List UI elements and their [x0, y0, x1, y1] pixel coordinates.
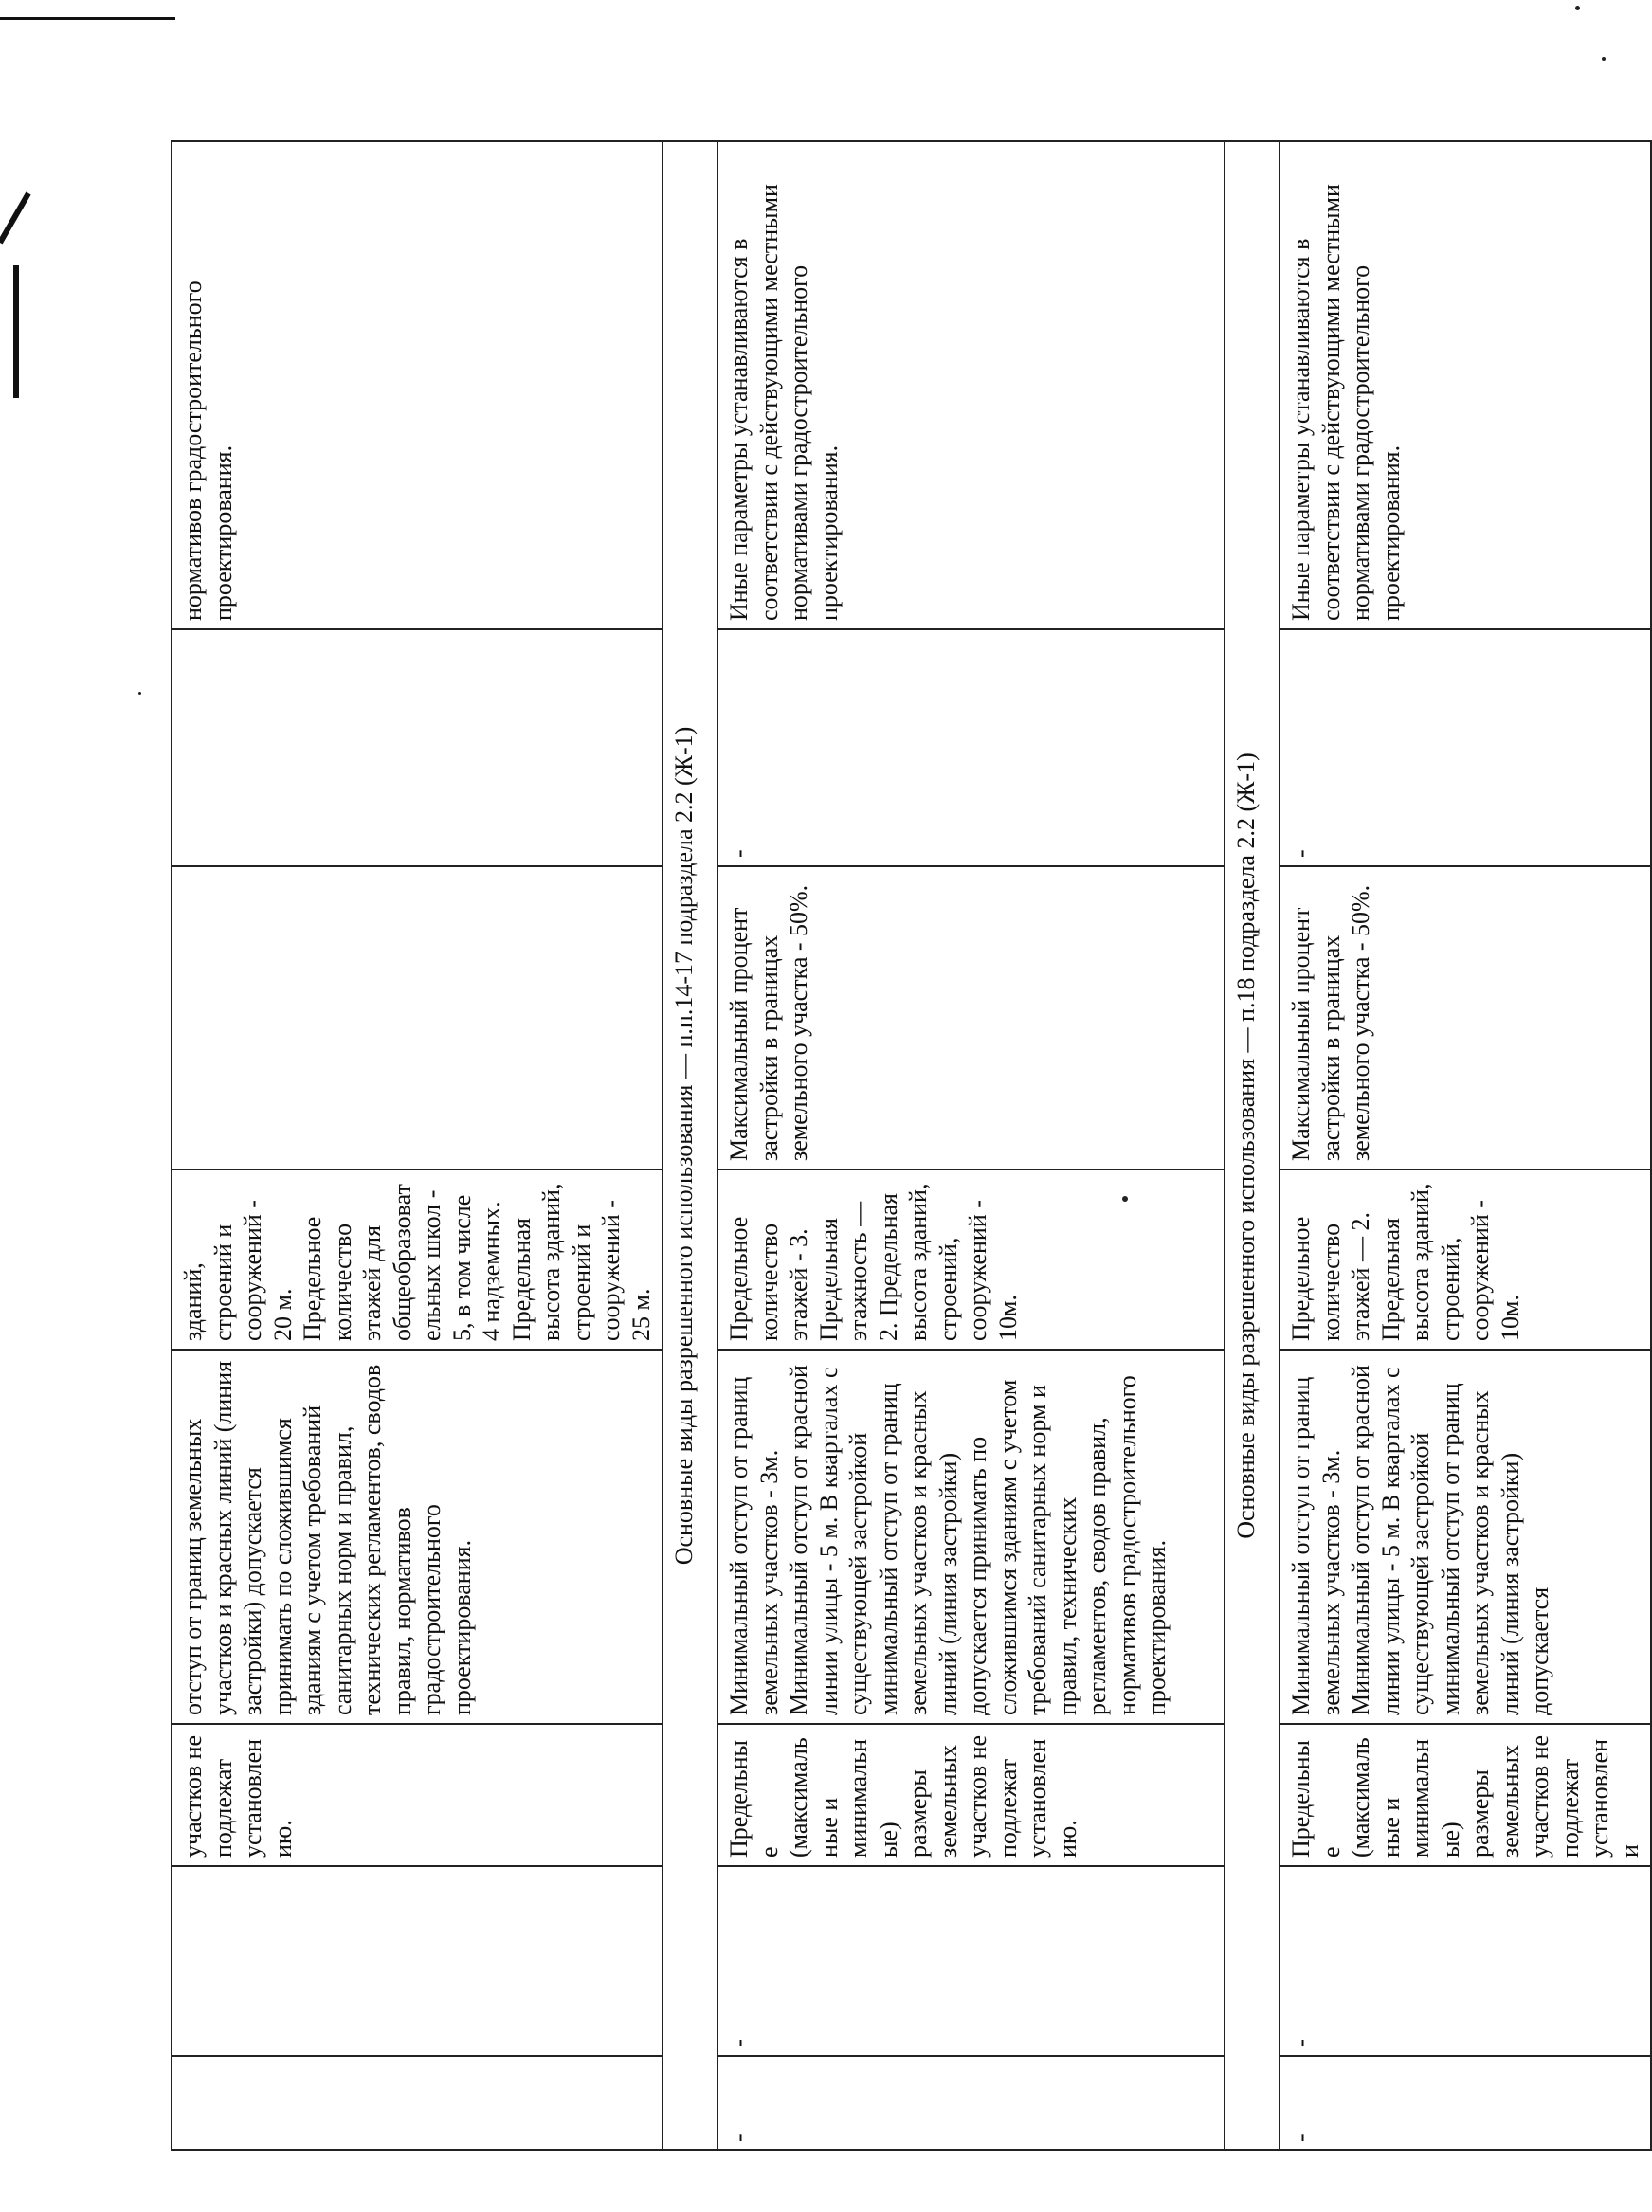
- section-header-row: [663, 141, 717, 2150]
- table-cell-floors: Предельное количество этажей — 2. Предельная высота зданий, строений, сооружений - 10м.: [1280, 1169, 1651, 1350]
- table-cell-setback: Минимальный отступ от границ земельных участков - 3м. Минимальный отступ от красной линии улицы - 5 м. В кварталах с существующей застройкой минимальный отступ от границ земельных участков и красных линий (линия застройки) допускается: [1280, 1350, 1651, 1724]
- section-title: Основные виды разрешенного использования — п.18 подраздела 2.2 (Ж-1): [1225, 141, 1280, 2150]
- scan-edge-top: [0, 17, 175, 20]
- table-cell-setback: отступ от границ земельных участков и красных линий (линия застройки) допускается принимать по сложившимся зданиям с учетом требований санитарных норм и правил, технических регламентов, сводов правил, нормативов градостроительного проектирования.: [172, 1350, 663, 1724]
- table-cell: -: [1280, 2056, 1651, 2150]
- scan-mark-left-diagonal: [0, 192, 31, 245]
- table-cell: -: [717, 2056, 1225, 2150]
- table-cell-other-params: нормативов градостроительного проектирования.: [172, 141, 663, 629]
- table-cell-other-params: Иные параметры устанавливаются в соответствии с действующими местными нормативами градостроительного проектирования.: [717, 141, 1225, 629]
- table-cell-coverage: Максимальный процент застройки в границах земельного участка - 50%.: [717, 866, 1225, 1169]
- table-row-top: [172, 141, 663, 2150]
- table-cell-plot-size: Предельные (максимальные и минимальные) размеры земельных участков не подлежат установлению.: [717, 1724, 1225, 1866]
- table-cell: -: [717, 629, 1225, 866]
- table-cell-other-params: Иные параметры устанавливаются в соответствии с действующими местными нормативами градостроительного проектирования.: [1280, 141, 1651, 629]
- regulations-table: [171, 140, 1652, 2151]
- rotated-table-area: [171, 142, 1643, 2151]
- table-row-middle: [717, 141, 1225, 2150]
- table-cell: -: [717, 1866, 1225, 2056]
- scan-mark-left-vertical: [13, 265, 19, 398]
- scan-speck: [1602, 57, 1606, 61]
- table-cell: -: [1280, 1866, 1651, 2056]
- table-cell-floors: зданий, строений и сооружений - 20 м. Предельное количество этажей для общеобразовательных школ - 5, в том числе 4 надземных. Предельная высота зданий, строений и сооружений - 25 м.: [172, 1169, 663, 1350]
- table-cell-coverage: Максимальный процент застройки в границах земельного участка - 50%.: [1280, 866, 1651, 1169]
- table-cell: -: [1280, 629, 1651, 866]
- scan-speck: [138, 692, 141, 695]
- table-cell: [172, 866, 663, 1169]
- table-cell: [172, 629, 663, 866]
- section-title: Основные виды разрешенного использования — п.п.14-17 подраздела 2.2 (Ж-1): [663, 141, 717, 2150]
- section-header-row: [1225, 141, 1280, 2150]
- table-cell-floors: Предельное количество этажей - 3. Предельная этажность — 2. Предельная высота зданий, строений, сооружений - 10м.: [717, 1169, 1225, 1350]
- table-cell-setback: Минимальный отступ от границ земельных участков - 3м. Минимальный отступ от красной линии улицы - 5 м. В кварталах с существующей застройкой минимальный отступ от границ земельных участков и красных линий (линия застройки) допускается принимать по сложившимся зданиям с учетом требований санитарных норм и правил, технических регламентов, сводов правил, нормативов градостроительного проектирования.: [717, 1350, 1225, 1724]
- table-cell-plot-size: Предельные (максимальные и минимальные) размеры земельных участков не подлежат установлени: [1280, 1724, 1651, 1866]
- table-row-bottom: [1280, 141, 1651, 2150]
- scan-speck: [1575, 6, 1580, 10]
- table-cell-plot-size: участков не подлежат установлению.: [172, 1724, 663, 1866]
- table-cell: [172, 1866, 663, 2056]
- table-cell: [172, 2056, 663, 2150]
